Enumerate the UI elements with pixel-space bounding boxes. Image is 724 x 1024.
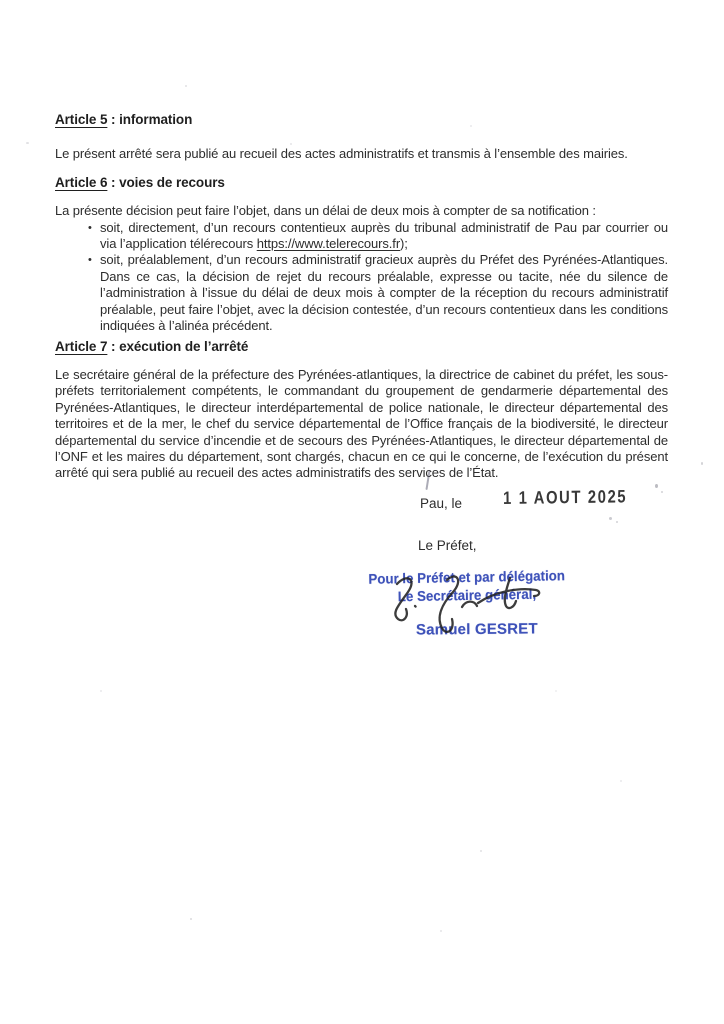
- scan-speck: [480, 850, 482, 852]
- article-7-label: Article 7: [55, 339, 108, 355]
- delegation-line-1: Pour le Préfet et par délégation: [368, 567, 566, 587]
- article-5-paragraph: Le présent arrêté sera publié au recueil des actes administratifs et transmis à l’ensemble des mairies.: [55, 146, 628, 162]
- scan-speck: [100, 690, 102, 692]
- scan-speck: [620, 780, 622, 782]
- bullet-recours-contentieux: [88, 220, 668, 253]
- article-7-title: exécution de l’arrêté: [119, 339, 249, 355]
- scan-speck: [616, 521, 618, 523]
- scan-speck: [440, 930, 442, 932]
- place-and-date-label: Pau, le: [420, 496, 463, 511]
- scan-speck: [701, 462, 703, 465]
- article-5-title: information: [119, 112, 193, 127]
- signatory-title: Le Préfet,: [418, 538, 477, 553]
- bullet-text: soit, préalablement, d’un recours administratif gracieux auprès du Préfet des Pyrénées-Atlantiques. Dans ce cas, la décision de rejet du recours préalable, expresse ou tacite, née du silence de l’administration à l’issue du délai de deux mois à compter de la réception du recours administratif préalable, peut faire l’objet, avec la décision contestée, d’un recours contentieux dans les conditions indiquées à l’alinéa précédent.: [100, 252, 668, 334]
- date-stamp: 1 1 AOUT 2025: [503, 486, 628, 508]
- article-5-label: Article 5: [55, 112, 108, 127]
- telerecours-url-text: https://www.telerecours.fr: [256, 236, 401, 252]
- bullet-text: soit, directement, d’un recours contentieux auprès du tribunal administratif de Pau par courrier ou via l’application télérecours: [100, 219, 668, 252]
- scan-speck: [655, 484, 658, 488]
- bullet-text-end: );: [400, 236, 408, 252]
- recours-bullet-list: [88, 220, 668, 335]
- document-body: [55, 112, 668, 482]
- heading-separator: :: [107, 112, 120, 127]
- signatory-name: Samuel GESRET: [415, 620, 538, 639]
- article-5-heading: [55, 112, 668, 128]
- scan-speck: [555, 690, 557, 692]
- scan-speck: [470, 125, 472, 127]
- handwritten-signature: [380, 560, 610, 650]
- scan-speck: [661, 491, 663, 493]
- article-7-heading: [55, 339, 668, 355]
- article-7-paragraph: Le secrétaire général de la préfecture des Pyrénées-atlantiques, la directrice de cabinet du préfet, les sous-préfets territorialement compétents, le commandant du groupement de gendarmerie départemental des Pyrénées-Atlantiques, le directeur interdépartemental de police nationale, le directeur départemental des territoires et de la mer, le chef du service départemental de l’Office français de la biodiversité, le directeur départemental du service d’incendie et de secours des Pyrénées-Atlantiques, le directeur départemental de l’ONF et les maires du département, sont chargés, chacun en ce qui le concerne, de l’exécution du présent arrêté qui sera publié au recueil des actes administratifs des services de l’État.: [55, 366, 668, 481]
- heading-separator: :: [107, 174, 120, 190]
- article-6-label: Article 6: [55, 174, 108, 190]
- scan-speck: [185, 85, 187, 87]
- heading-separator: :: [107, 339, 120, 355]
- scan-speck: [190, 918, 192, 920]
- article-6-heading: [55, 175, 668, 191]
- scan-speck: [290, 143, 292, 145]
- delegation-line-2: Le Secrétaire général,: [397, 585, 537, 605]
- article-6-intro: La présente décision peut faire l’objet, dans un délai de deux mois à compter de sa notification :: [55, 203, 596, 219]
- article-6-title: voies de recours: [119, 174, 225, 190]
- scan-speck: [609, 517, 612, 520]
- scan-speck: [26, 142, 29, 144]
- bullet-recours-gracieux: [88, 252, 668, 334]
